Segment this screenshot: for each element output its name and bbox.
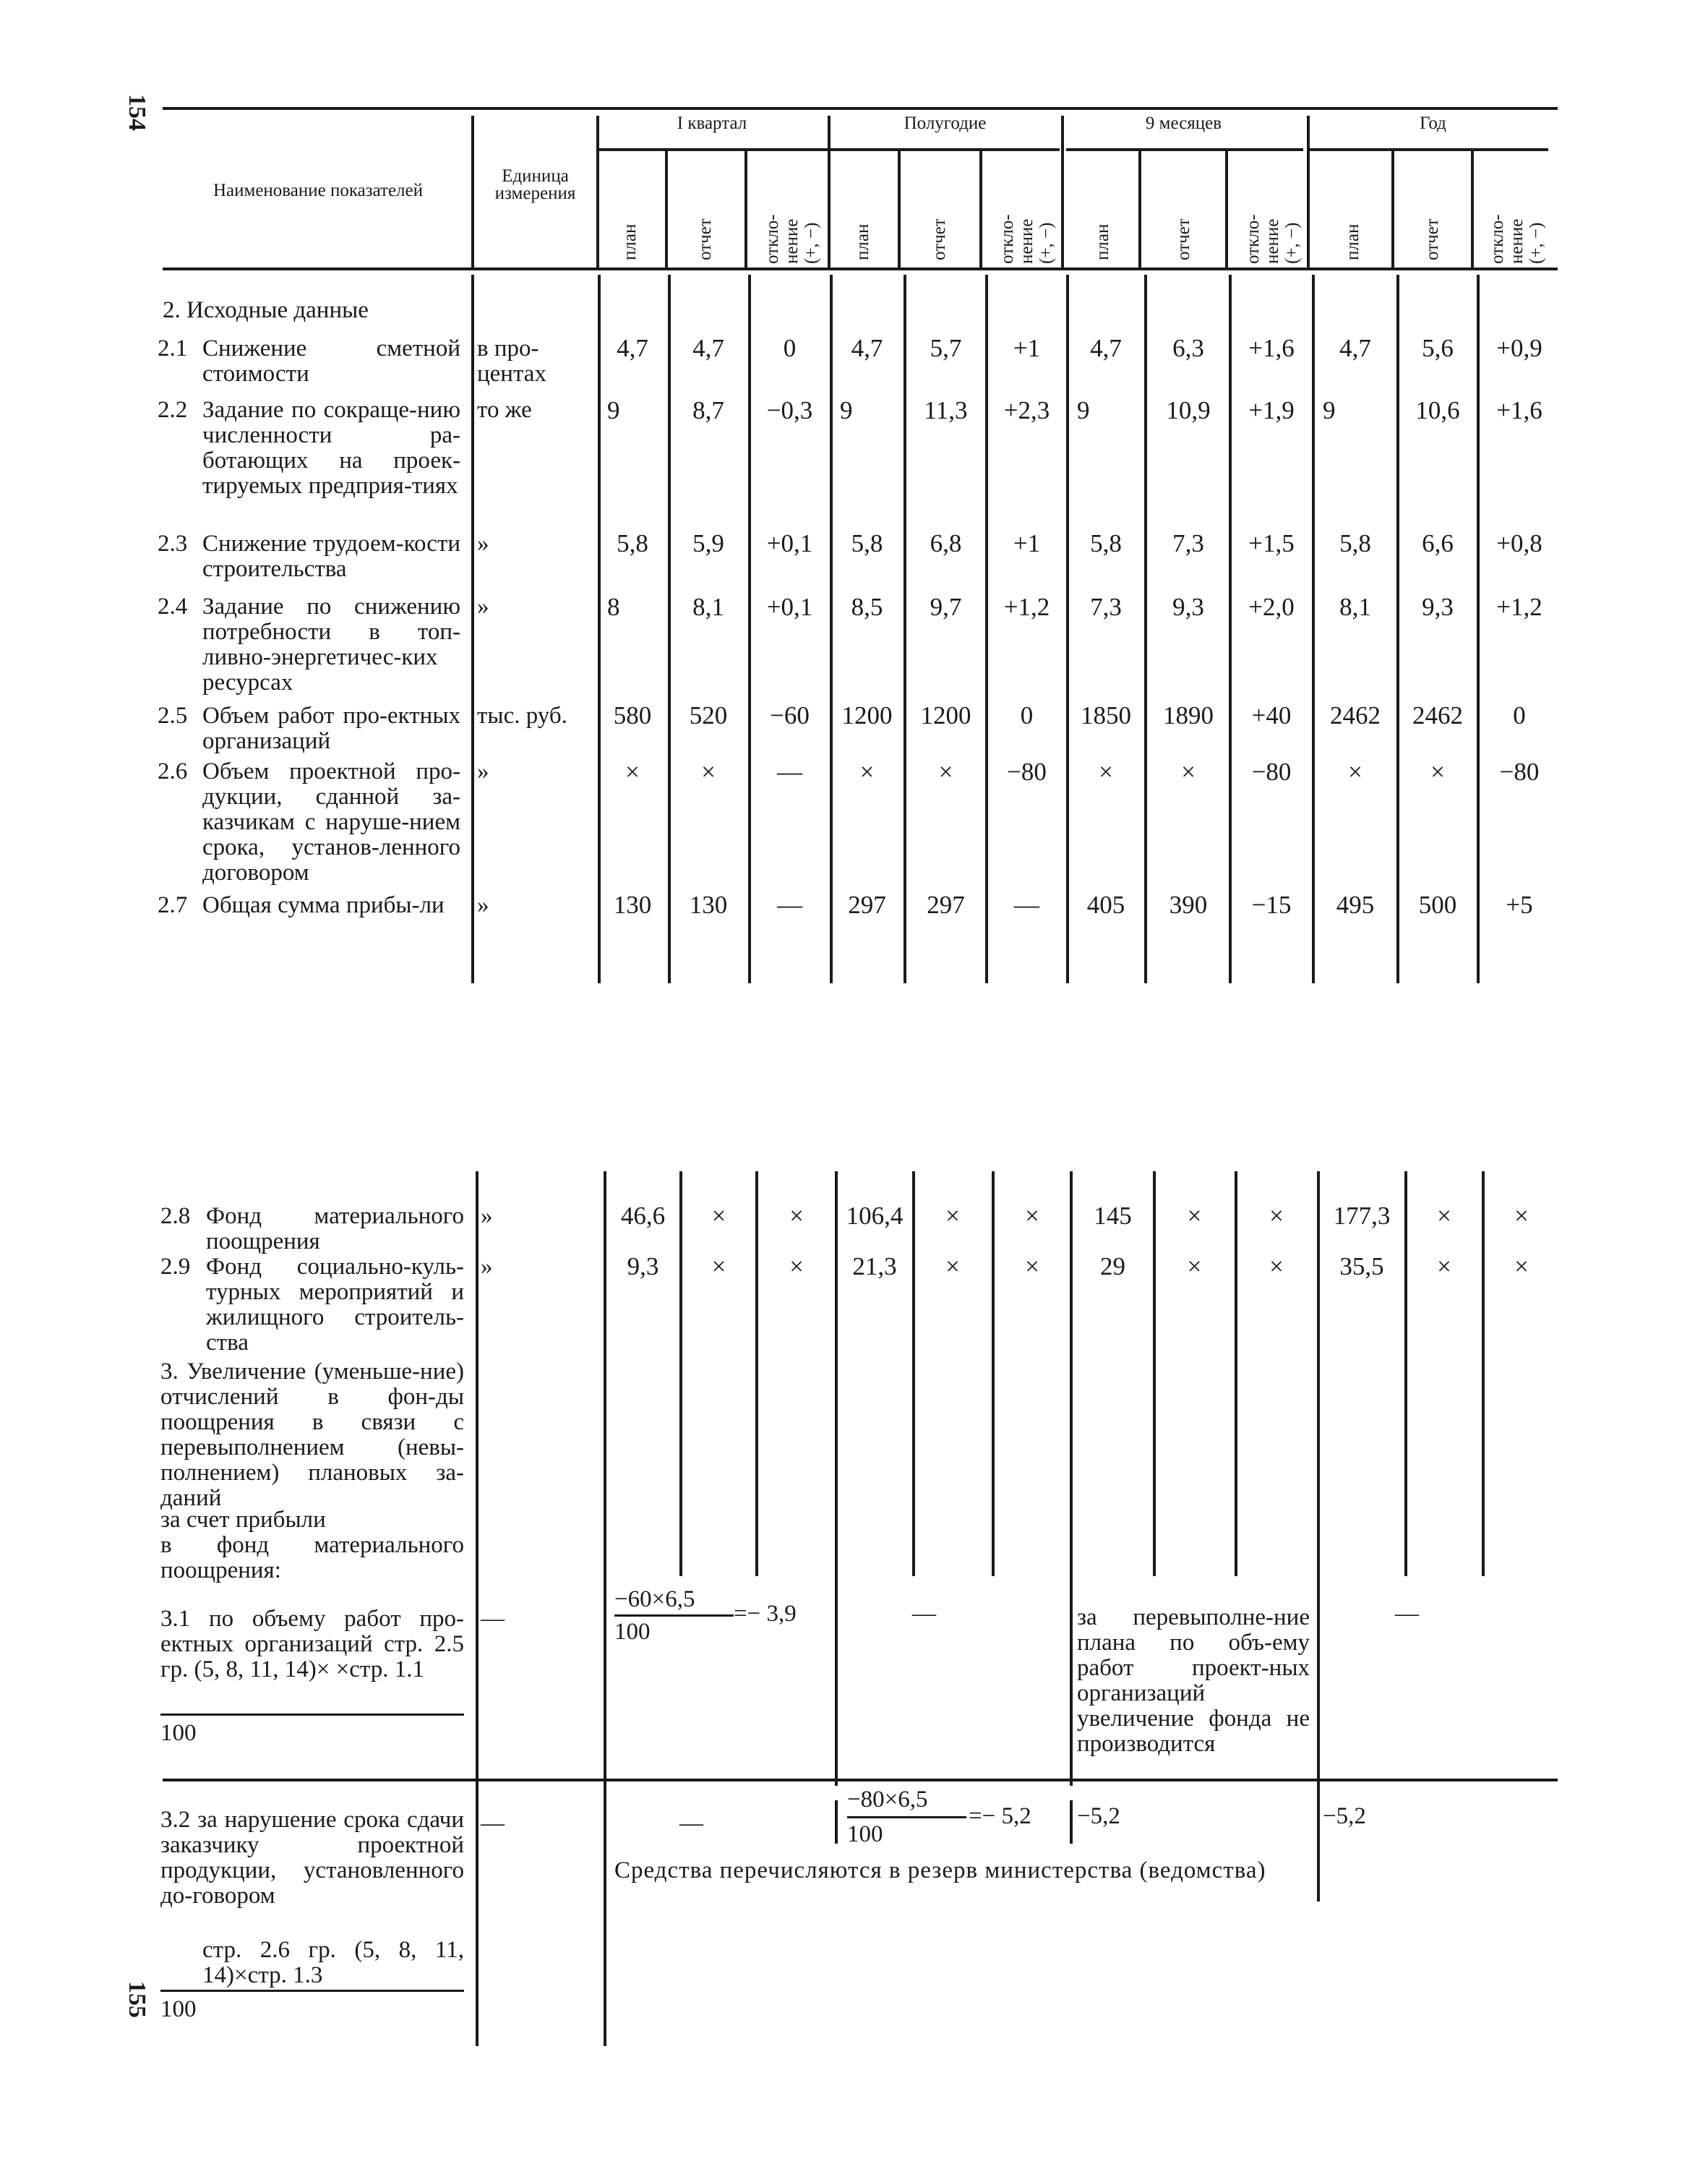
cell-half-plan: 297 xyxy=(848,891,886,919)
cell-q1-report: 4,7 xyxy=(692,334,724,362)
subheader-year-plan: план xyxy=(1343,223,1362,260)
item-3-2-q1: — xyxy=(679,1810,703,1836)
subheader-half-report: отчет xyxy=(930,218,949,260)
cell-half-plan: 9 xyxy=(840,396,853,424)
cell-half-report: 297 xyxy=(927,891,965,919)
subheader-9m-plan: план xyxy=(1093,223,1112,260)
subheader-9m-report: отчет xyxy=(1174,218,1193,260)
cell-9m-report: × xyxy=(1181,758,1196,786)
item-3-2-formula: стр. 2.6 гр. (5, 8, 11, 14)×стр. 1.3 xyxy=(202,1937,464,1988)
row-number: 2.3 xyxy=(158,531,188,557)
cell-q1-dev: −0,3 xyxy=(766,396,813,424)
cell-half-report: 11,3 xyxy=(924,396,968,424)
item-3-2-9m: −5,2 xyxy=(1077,1803,1120,1829)
cell-year-plan: × xyxy=(1348,758,1362,786)
row-name: Общая сумма прибы-ли xyxy=(202,892,445,918)
subheader-half-dev: откло- нение (+, −) xyxy=(997,214,1056,264)
cell-half-plan: 21,3 xyxy=(852,1252,897,1280)
subheader-q1-report: отчет xyxy=(695,218,715,260)
cell-half-dev: +1 xyxy=(1013,529,1041,557)
cell-9m-report: 1890 xyxy=(1163,701,1214,730)
cell-9m-plan: 1850 xyxy=(1081,701,1131,730)
subheader-q1-dev: откло- нение (+, −) xyxy=(763,214,821,264)
row-name: Объем работ про-ектных организаций xyxy=(202,703,460,754)
cell-year-report: × xyxy=(1437,1202,1451,1230)
cell-9m-plan: 5,8 xyxy=(1090,529,1122,557)
cell-9m-plan: 9 xyxy=(1077,396,1090,424)
cell-q1-report: 5,9 xyxy=(692,529,724,557)
header-period-q1: I квартал xyxy=(677,114,747,133)
row-name: Фонд материального поощрения xyxy=(206,1203,464,1254)
cell-q1-plan: 9,3 xyxy=(627,1252,659,1280)
cell-9m-plan: 145 xyxy=(1094,1202,1132,1230)
cell-half-dev: × xyxy=(1025,1252,1039,1280)
row-name: Задание по сокраще-нию численности ра-ботающих на проек-тируемых предприя-тиях xyxy=(202,397,460,499)
row-unit: » xyxy=(477,594,489,620)
row-name: Фонд социально-куль-турных мероприятий и жилищного строитель-ства xyxy=(206,1254,464,1356)
item-3-2-note: Средства перечисляются в резерв министерства (ведомства) xyxy=(614,1857,1266,1883)
cell-9m-plan: 29 xyxy=(1100,1252,1125,1280)
cell-year-plan: 4,7 xyxy=(1339,334,1371,362)
row-unit: » xyxy=(481,1203,493,1229)
cell-q1-dev: +0,1 xyxy=(766,593,813,621)
cell-q1-plan: 130 xyxy=(613,891,652,919)
item-3-1-q1-numerator: −60×6,5 xyxy=(614,1586,695,1612)
row-unit: » xyxy=(477,531,489,557)
item-3-1-unit: — xyxy=(481,1606,505,1632)
item-3-1-9m-note: за перевыполне-ние плана по объ-ему работ проект-ных организаций увеличение фонда не производится xyxy=(1077,1604,1310,1757)
row-unit: » xyxy=(477,892,489,918)
cell-year-plan: 8,1 xyxy=(1339,593,1371,621)
cell-q1-plan: 580 xyxy=(613,701,652,730)
page-number-top: 154 xyxy=(124,94,150,131)
cell-q1-plan: 46,6 xyxy=(620,1202,666,1230)
cell-q1-dev: — xyxy=(777,891,802,919)
cell-9m-dev: −80 xyxy=(1251,758,1292,786)
cell-year-report: × xyxy=(1437,1252,1451,1280)
cell-year-dev: −80 xyxy=(1499,758,1540,786)
cell-9m-report: 7,3 xyxy=(1172,529,1204,557)
cell-9m-report: 9,3 xyxy=(1172,593,1204,621)
cell-year-plan: 35,5 xyxy=(1339,1252,1384,1280)
subheader-half-plan: план xyxy=(853,223,872,260)
cell-year-dev: +5 xyxy=(1506,891,1533,919)
cell-q1-report: 130 xyxy=(689,891,728,919)
row-unit: » xyxy=(481,1254,493,1280)
cell-q1-report: 520 xyxy=(689,701,728,730)
cell-9m-plan: 405 xyxy=(1086,891,1125,919)
item-3-2-half-result: =− 5,2 xyxy=(969,1803,1031,1829)
cell-year-plan: 177,3 xyxy=(1333,1202,1391,1230)
cell-9m-dev: +40 xyxy=(1251,701,1292,730)
cell-9m-report: 6,3 xyxy=(1172,334,1204,362)
subheader-q1-plan: план xyxy=(620,223,640,260)
item-3-2-unit: — xyxy=(481,1810,505,1836)
cell-year-dev: × xyxy=(1514,1252,1529,1280)
cell-q1-plan: 5,8 xyxy=(617,529,648,557)
cell-q1-plan: 8 xyxy=(607,593,620,621)
cell-year-dev: +1,2 xyxy=(1496,593,1542,621)
cell-half-dev: 0 xyxy=(1020,701,1034,730)
section-2-title: 2. Исходные данные xyxy=(163,297,369,323)
cell-half-dev: +1,2 xyxy=(1003,593,1050,621)
cell-year-report: 10,6 xyxy=(1415,396,1460,424)
cell-9m-dev: × xyxy=(1269,1202,1284,1230)
row-number: 2.1 xyxy=(158,335,188,362)
row-unit: то же xyxy=(477,397,532,423)
cell-year-dev: 0 xyxy=(1513,701,1526,730)
cell-half-dev: +1 xyxy=(1013,334,1041,362)
cell-9m-plan: 7,3 xyxy=(1090,593,1122,621)
row-unit: тыс. руб. xyxy=(477,703,567,729)
item-3-1-q1-denominator: 100 xyxy=(614,1619,651,1645)
cell-9m-plan: 4,7 xyxy=(1090,334,1122,362)
cell-half-dev: +2,3 xyxy=(1003,396,1050,424)
subheader-year-report: отчет xyxy=(1422,218,1442,260)
cell-q1-plan: 9 xyxy=(607,396,620,424)
cell-q1-dev: — xyxy=(777,758,802,786)
cell-9m-report: 10,9 xyxy=(1166,396,1211,424)
cell-q1-report: 8,1 xyxy=(692,593,724,621)
cell-year-report: 5,6 xyxy=(1422,334,1454,362)
cell-9m-plan: × xyxy=(1099,758,1113,786)
cell-q1-report: × xyxy=(711,1252,726,1280)
cell-9m-dev: +1,9 xyxy=(1248,396,1295,424)
cell-9m-dev: × xyxy=(1269,1252,1284,1280)
header-name-col: Наименование показателей xyxy=(213,181,424,200)
cell-half-report: 9,7 xyxy=(930,593,962,621)
cell-year-plan: 9 xyxy=(1323,396,1336,424)
cell-year-report: 2462 xyxy=(1412,701,1463,730)
cell-half-plan: × xyxy=(859,758,875,786)
row-number: 2.6 xyxy=(158,758,188,784)
item-3-2-year: −5,2 xyxy=(1323,1803,1366,1829)
cell-half-plan: 106,4 xyxy=(846,1202,904,1230)
row-number: 2.5 xyxy=(158,703,188,729)
row-name: Снижение сметной стоимости xyxy=(202,335,460,387)
cell-year-report: 500 xyxy=(1418,891,1457,919)
cell-year-dev: +0,8 xyxy=(1496,529,1542,557)
row-unit: » xyxy=(477,758,489,784)
cell-half-report: 6,8 xyxy=(930,529,962,557)
row-number: 2.4 xyxy=(158,594,188,620)
row-number: 2.2 xyxy=(158,397,188,423)
cell-half-plan: 4,7 xyxy=(851,334,883,362)
row-name: Снижение трудоем-кости строительства xyxy=(202,531,460,582)
item-3-1-year: — xyxy=(1395,1601,1419,1627)
cell-q1-dev: +0,1 xyxy=(766,529,813,557)
page-number-bottom: 155 xyxy=(124,1981,150,2018)
row-name: Задание по снижению потребности в топ-ливно-энергетичес-ких ресурсах xyxy=(202,594,460,696)
cell-half-report: 5,7 xyxy=(930,334,962,362)
cell-year-report: × xyxy=(1430,758,1445,786)
cell-half-dev: — xyxy=(1014,891,1039,919)
section-3-subtitle: за счет прибыли в фонд материального поощрения: xyxy=(160,1507,464,1583)
subheader-9m-dev: откло- нение (+, −) xyxy=(1243,214,1302,264)
cell-q1-report: 8,7 xyxy=(692,396,724,424)
cell-q1-plan: × xyxy=(625,758,640,786)
cell-9m-dev: +1,6 xyxy=(1248,334,1295,362)
cell-q1-dev: −60 xyxy=(770,701,810,730)
row-number: 2.7 xyxy=(158,892,188,918)
cell-half-report: × xyxy=(945,1202,960,1230)
item-3-2-half-denominator: 100 xyxy=(847,1821,883,1847)
cell-year-plan: 2462 xyxy=(1330,701,1381,730)
cell-q1-dev: × xyxy=(789,1252,804,1280)
cell-half-report: 1200 xyxy=(920,701,971,730)
cell-q1-dev: × xyxy=(789,1202,804,1230)
subheader-year-dev: откло- нение (+, −) xyxy=(1488,214,1546,264)
cell-year-dev: × xyxy=(1514,1202,1529,1230)
cell-q1-report: × xyxy=(711,1202,726,1230)
cell-half-plan: 1200 xyxy=(841,701,893,730)
item-3-1-half: — xyxy=(912,1601,936,1627)
cell-year-plan: 5,8 xyxy=(1339,529,1371,557)
cell-year-report: 6,6 xyxy=(1422,529,1454,557)
row-number: 2.8 xyxy=(160,1203,191,1229)
header-unit-col: Единица измерения xyxy=(494,166,576,203)
item-3-1-name: 3.1 по объему работ про-ектных организаций стр. 2.5 гр. (5, 8, 11, 14)× ×стр. 1.1 xyxy=(160,1606,464,1682)
row-unit: в про- центах xyxy=(477,335,546,387)
cell-half-dev: −80 xyxy=(1007,758,1047,786)
header-period-half: Полугодие xyxy=(904,114,987,133)
header-period-9m: 9 месяцев xyxy=(1145,114,1222,133)
cell-9m-dev: −15 xyxy=(1251,891,1292,919)
item-3-1-denominator: 100 xyxy=(160,1720,197,1746)
cell-9m-dev: +1,5 xyxy=(1248,529,1295,557)
cell-half-report: × xyxy=(945,1252,960,1280)
row-number: 2.9 xyxy=(160,1254,191,1280)
section-3-title: 3. Увеличение (уменьше-ние) отчислений в фон-ды поощрения в связи с перевыполнением (невы-полнением) плановых за-даний xyxy=(160,1359,464,1511)
row-name: Объем проектной про-дукции, сданной за-казчикам с наруше-нием срока, установ-ленного договором xyxy=(202,758,460,886)
cell-half-plan: 5,8 xyxy=(851,529,883,557)
cell-half-plan: 8,5 xyxy=(851,593,883,621)
item-3-2-half-numerator: −80×6,5 xyxy=(847,1787,928,1813)
cell-q1-report: × xyxy=(701,758,716,786)
cell-half-report: × xyxy=(938,758,953,786)
cell-half-dev: × xyxy=(1025,1202,1039,1230)
cell-q1-plan: 4,7 xyxy=(617,334,648,362)
item-3-1-q1-result: =− 3,9 xyxy=(734,1601,797,1627)
cell-9m-report: × xyxy=(1187,1252,1202,1280)
item-3-2-denominator: 100 xyxy=(160,1996,197,2022)
item-3-2-name: 3.2 за нарушение срока сдачи заказчику проектной продукции, установленного до-говором xyxy=(160,1807,464,1909)
cell-year-plan: 495 xyxy=(1336,891,1375,919)
cell-year-dev: +1,6 xyxy=(1496,396,1542,424)
cell-9m-report: × xyxy=(1187,1202,1202,1230)
cell-year-dev: +0,9 xyxy=(1496,334,1542,362)
cell-9m-dev: +2,0 xyxy=(1248,593,1295,621)
header-period-year: Год xyxy=(1420,114,1446,133)
cell-9m-report: 390 xyxy=(1169,891,1208,919)
cell-year-report: 9,3 xyxy=(1422,593,1454,621)
cell-q1-dev: 0 xyxy=(783,334,797,362)
